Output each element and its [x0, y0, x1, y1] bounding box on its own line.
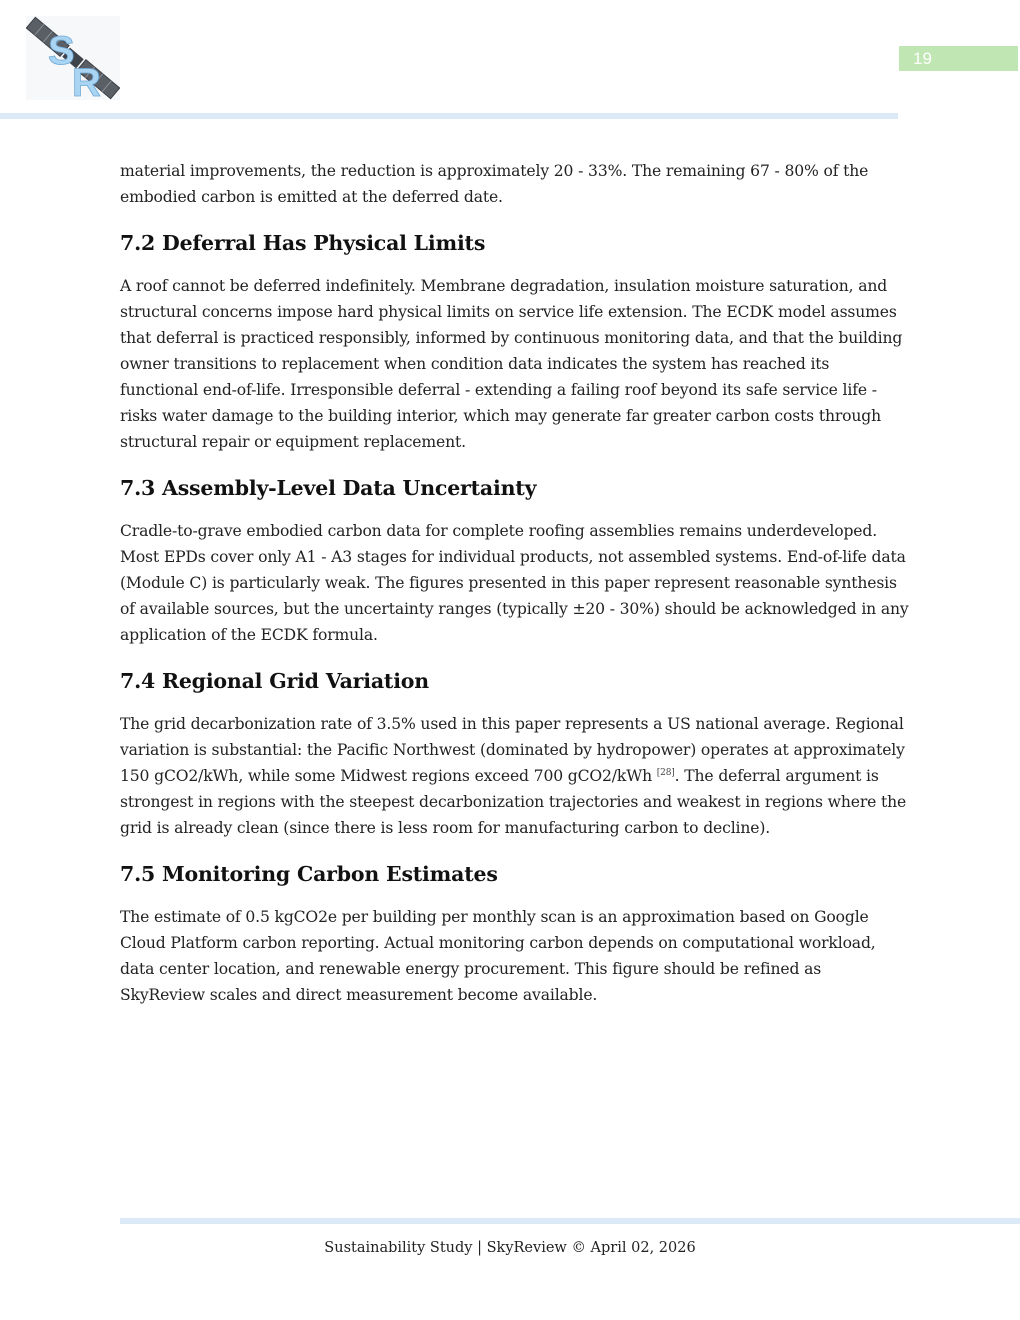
- logo-letter-r: R: [72, 61, 101, 100]
- logo-letter-s: S: [48, 29, 75, 73]
- section-paragraph-7-2: A roof cannot be deferred indefinitely. Membrane degradation, insulation moisture saturation, and structural concerns impose hard physical limits on service life extension. The ECDK model assumes that deferral is practiced responsibly, informed by continuous monitoring data, and that the building owner transitions to replacement when condition data indicates the system has reached its functional end-of-life. Irresponsible deferral - extending a failing roof beyond its safe service life - risks water damage to the building interior, which may generate far greater carbon costs through structural repair or equipment replacement.: [120, 277, 903, 451]
- footer-divider: [120, 1218, 1020, 1224]
- page-number: 19: [899, 46, 1018, 71]
- satellite-logo-icon: [26, 16, 120, 100]
- section-7-4-text-part1: The grid decarbonization rate of 3.5% used in this paper represents a US national average. Regional variation is substantial: the Pacific Northwest (dominated by hydropower) operates at approximately 150 gCO2/kWh, while some Midwest regions exceed 700 gCO2/kWh: [120, 715, 905, 785]
- skyreview-logo: [26, 16, 120, 100]
- document-body: [120, 158, 910, 1008]
- section-heading-7-4: 7.4 Regional Grid Variation: [120, 669, 429, 693]
- section-7-4-text-part2: . The deferral argument is strongest in regions with the steepest decarbonization trajectories and weakest in regions where the grid is already clean (since there is less room for manufacturing carbon to decline).: [120, 767, 907, 837]
- section-heading-7-5: 7.5 Monitoring Carbon Estimates: [120, 862, 498, 886]
- section-paragraph-7-3: Cradle-to-grave embodied carbon data for complete roofing assemblies remains underdeveloped. Most EPDs cover only A1 - A3 stages for individual products, not assembled systems. End-of-life data (Module C) is particularly weak. The figures presented in this paper represent reasonable synthesis of available sources, but the uncertainty ranges (typically ±20 - 30%) should be acknowledged in any application of the ECDK formula.: [120, 522, 909, 644]
- header-divider: [0, 113, 898, 119]
- footer-text: Sustainability Study | SkyReview © April 02, 2026: [324, 1240, 696, 1256]
- section-heading-7-3: 7.3 Assembly-Level Data Uncertainty: [120, 476, 537, 500]
- section-paragraph-7-4: [120, 711, 910, 841]
- section-heading-7-2: 7.2 Deferral Has Physical Limits: [120, 231, 486, 255]
- citation-28[interactable]: [28]: [656, 768, 675, 778]
- section-paragraph-7-5: The estimate of 0.5 kgCO2e per building per monthly scan is an approximation based on Google Cloud Platform carbon reporting. Actual monitoring carbon depends on computational workload, data center location, and renewable energy procurement. This figure should be refined as SkyReview scales and direct measurement become available.: [120, 908, 876, 1004]
- intro-paragraph: material improvements, the reduction is approximately 20 - 33%. The remaining 67 - 80% of the embodied carbon is emitted at the deferred date.: [120, 162, 869, 206]
